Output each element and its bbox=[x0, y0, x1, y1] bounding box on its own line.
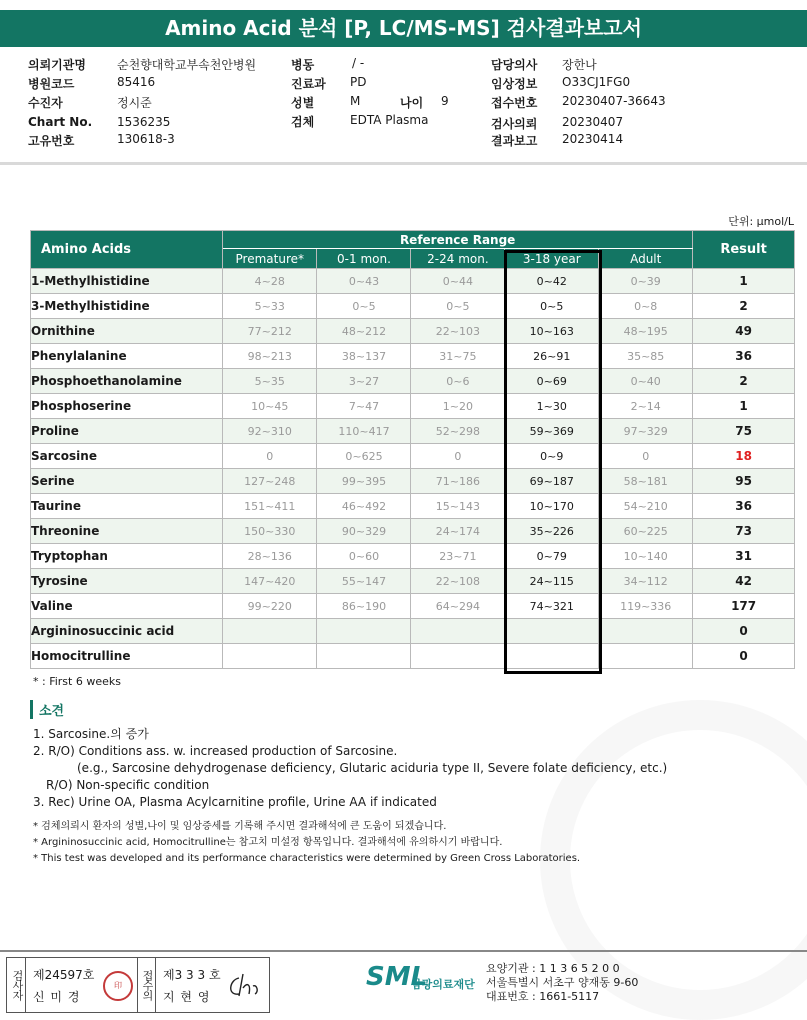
reference-range-cell: 64~294 bbox=[411, 594, 505, 619]
result-cell: 36 bbox=[693, 344, 795, 369]
result-cell: 18 bbox=[693, 444, 795, 469]
signer-2 bbox=[155, 958, 268, 1012]
logo-mark: SML bbox=[366, 962, 428, 992]
finding-line: 2. R/O) Conditions ass. w. increased production of Sarcosine. bbox=[33, 744, 398, 758]
signer-name-1: 신 미 경 bbox=[33, 990, 81, 1004]
reference-range-cell: 147~420 bbox=[223, 569, 317, 594]
reference-range-cell: 0~625 bbox=[317, 444, 411, 469]
reference-range-cell: 5~35 bbox=[223, 369, 317, 394]
table-row bbox=[31, 519, 795, 544]
reference-range-cell: 0~8 bbox=[599, 294, 693, 319]
reference-range-cell bbox=[411, 619, 505, 644]
reference-range-cell: 0~60 bbox=[317, 544, 411, 569]
info-label: 병원코드 bbox=[28, 77, 75, 91]
info-label: 성별 bbox=[291, 96, 315, 110]
note-line: * 검체의뢰시 환자의 성별,나이 및 임상증세를 기록해 주시면 결과해석에 큰 도움이 되겠습니다. bbox=[33, 821, 447, 832]
amino-acid-name: Tyrosine bbox=[31, 569, 223, 594]
reference-range-cell: 48~195 bbox=[599, 319, 693, 344]
info-value: 정시준 bbox=[117, 96, 152, 110]
reference-range-cell: 1~30 bbox=[505, 394, 599, 419]
result-cell: 75 bbox=[693, 419, 795, 444]
table-row bbox=[31, 619, 795, 644]
reference-range-cell: 5~33 bbox=[223, 294, 317, 319]
amino-acid-name: Homocitrulline bbox=[31, 644, 223, 669]
reference-range-cell: 77~212 bbox=[223, 319, 317, 344]
reference-range-cell: 31~75 bbox=[411, 344, 505, 369]
info-label: 접수번호 bbox=[491, 96, 538, 110]
license-no-2: 제3 3 3 호 bbox=[163, 968, 221, 982]
info-value: 순천향대학교부속천안병원 bbox=[117, 58, 257, 72]
reference-range-cell: 28~136 bbox=[223, 544, 317, 569]
license-no-1: 제24597호 bbox=[33, 968, 95, 982]
header-result: Result bbox=[693, 231, 795, 269]
result-cell: 36 bbox=[693, 494, 795, 519]
result-cell: 31 bbox=[693, 544, 795, 569]
header-0-1-mon: 0-1 mon. bbox=[317, 249, 411, 269]
info-value: PD bbox=[350, 75, 367, 89]
reference-range-cell: 35~226 bbox=[505, 519, 599, 544]
table-row bbox=[31, 344, 795, 369]
findings bbox=[33, 726, 667, 811]
reference-range-cell: 10~45 bbox=[223, 394, 317, 419]
reference-range-cell: 0 bbox=[223, 444, 317, 469]
reference-range-cell bbox=[599, 619, 693, 644]
divider bbox=[0, 162, 807, 165]
finding-line: (e.g., Sarcosine dehydrogenase deficiency, Glutaric aciduria type II, Severe folate deficiency, etc.) bbox=[77, 761, 668, 775]
reference-range-cell: 97~329 bbox=[599, 419, 693, 444]
reference-range-cell: 22~103 bbox=[411, 319, 505, 344]
table-row bbox=[31, 494, 795, 519]
reference-range-cell: 55~147 bbox=[317, 569, 411, 594]
amino-acid-name: Serine bbox=[31, 469, 223, 494]
result-cell: 2 bbox=[693, 294, 795, 319]
header-amino-acids: Amino Acids bbox=[31, 231, 223, 269]
logo-text: 삼광의료재단 bbox=[411, 978, 475, 991]
info-label: 결과보고 bbox=[491, 134, 538, 148]
amino-acid-name: Valine bbox=[31, 594, 223, 619]
reference-range-cell bbox=[505, 619, 599, 644]
reference-range-cell: 24~115 bbox=[505, 569, 599, 594]
result-cell: 1 bbox=[693, 394, 795, 419]
reference-range-cell: 35~85 bbox=[599, 344, 693, 369]
result-cell: 49 bbox=[693, 319, 795, 344]
result-cell: 177 bbox=[693, 594, 795, 619]
info-label: 병동 bbox=[291, 58, 315, 72]
reference-range-cell: 54~210 bbox=[599, 494, 693, 519]
table-row bbox=[31, 294, 795, 319]
reference-range-cell: 4~28 bbox=[223, 269, 317, 294]
reference-range-cell: 0 bbox=[599, 444, 693, 469]
signer-label-2: 접수의 bbox=[137, 958, 156, 1012]
reference-range-cell: 34~112 bbox=[599, 569, 693, 594]
info-value: 20230407 bbox=[562, 115, 624, 129]
reference-range-cell: 7~47 bbox=[317, 394, 411, 419]
reference-range-cell: 0~5 bbox=[505, 294, 599, 319]
address-line: 요양기관 : 1 1 3 6 5 2 0 0 bbox=[486, 962, 620, 975]
amino-acid-name: Argininosuccinic acid bbox=[31, 619, 223, 644]
reference-range-cell: 0~42 bbox=[505, 269, 599, 294]
table-row bbox=[31, 469, 795, 494]
age-value: 9 bbox=[441, 94, 449, 108]
result-cell: 95 bbox=[693, 469, 795, 494]
reference-range-cell: 150~330 bbox=[223, 519, 317, 544]
reference-range-cell bbox=[223, 644, 317, 669]
note-line: * This test was developed and its performance characteristics were determined by Green Cross Laboratories. bbox=[33, 853, 581, 864]
info-value: O33CJ1FG0 bbox=[562, 75, 631, 89]
table-row bbox=[31, 444, 795, 469]
reference-range-cell: 119~336 bbox=[599, 594, 693, 619]
header-2-24-mon: 2-24 mon. bbox=[411, 249, 505, 269]
amino-acid-name: Tryptophan bbox=[31, 544, 223, 569]
findings-heading: 소견 bbox=[30, 700, 64, 719]
reference-range-cell: 10~170 bbox=[505, 494, 599, 519]
info-label: Chart No. bbox=[28, 115, 93, 129]
reference-range-cell bbox=[505, 644, 599, 669]
table-row bbox=[31, 569, 795, 594]
reference-range-cell: 151~411 bbox=[223, 494, 317, 519]
info-value: 장한나 bbox=[562, 58, 597, 72]
reference-range-cell: 59~369 bbox=[505, 419, 599, 444]
reference-range-cell: 127~248 bbox=[223, 469, 317, 494]
table-row bbox=[31, 369, 795, 394]
table-row bbox=[31, 644, 795, 669]
reference-range-cell: 99~220 bbox=[223, 594, 317, 619]
header-adult: Adult bbox=[599, 249, 693, 269]
reference-range-cell: 71~186 bbox=[411, 469, 505, 494]
notes bbox=[33, 819, 580, 867]
info-label: 고유번호 bbox=[28, 134, 75, 148]
table-row bbox=[31, 594, 795, 619]
amino-acid-name: 3-Methylhistidine bbox=[31, 294, 223, 319]
reference-range-cell: 0~6 bbox=[411, 369, 505, 394]
reference-range-cell: 15~143 bbox=[411, 494, 505, 519]
reference-range-cell: 69~187 bbox=[505, 469, 599, 494]
reference-range-cell: 26~91 bbox=[505, 344, 599, 369]
result-cell: 2 bbox=[693, 369, 795, 394]
footnote: * : First 6 weeks bbox=[33, 675, 121, 688]
seal-icon: 印 bbox=[103, 971, 133, 1001]
age-label: 나이 bbox=[400, 96, 424, 110]
amino-acid-name: Taurine bbox=[31, 494, 223, 519]
amino-acid-name: Phenylalanine bbox=[31, 344, 223, 369]
result-cell: 42 bbox=[693, 569, 795, 594]
reference-range-cell: 0~5 bbox=[411, 294, 505, 319]
reference-range-cell: 46~492 bbox=[317, 494, 411, 519]
reference-range-cell: 92~310 bbox=[223, 419, 317, 444]
amino-acid-name: Phosphoserine bbox=[31, 394, 223, 419]
info-value: / - bbox=[352, 56, 365, 70]
info-label: 임상정보 bbox=[491, 77, 538, 91]
reference-range-cell bbox=[411, 644, 505, 669]
reference-range-cell bbox=[317, 644, 411, 669]
info-label: 의뢰기관명 bbox=[28, 58, 86, 72]
result-cell: 73 bbox=[693, 519, 795, 544]
reference-range-cell: 74~321 bbox=[505, 594, 599, 619]
reference-range-cell: 1~20 bbox=[411, 394, 505, 419]
amino-acid-name: Sarcosine bbox=[31, 444, 223, 469]
header-3-18-year: 3-18 year bbox=[505, 249, 599, 269]
reference-range-cell: 2~14 bbox=[599, 394, 693, 419]
reference-range-cell: 0~79 bbox=[505, 544, 599, 569]
company-address bbox=[486, 962, 638, 1004]
amino-acid-name: Proline bbox=[31, 419, 223, 444]
table-row bbox=[31, 419, 795, 444]
info-label: 검사의뢰 bbox=[491, 117, 538, 131]
table-row bbox=[31, 394, 795, 419]
signature-box bbox=[6, 957, 270, 1013]
reference-range-cell: 99~395 bbox=[317, 469, 411, 494]
reference-range-cell: 10~163 bbox=[505, 319, 599, 344]
reference-range-cell: 0~39 bbox=[599, 269, 693, 294]
signature-icon bbox=[225, 970, 261, 1000]
info-label: 검체 bbox=[291, 115, 315, 129]
amino-acid-table bbox=[30, 230, 795, 669]
reference-range-cell: 0~40 bbox=[599, 369, 693, 394]
info-value: M bbox=[350, 94, 361, 108]
signer-label-1: 검사자 bbox=[7, 958, 26, 1012]
reference-range-cell: 22~108 bbox=[411, 569, 505, 594]
reference-range-cell bbox=[317, 619, 411, 644]
reference-range-cell: 10~140 bbox=[599, 544, 693, 569]
reference-range-cell: 86~190 bbox=[317, 594, 411, 619]
address-line: 대표번호 : 1661-5117 bbox=[486, 990, 600, 1003]
header-reference-range: Reference Range bbox=[223, 231, 693, 249]
amino-acid-name: Threonine bbox=[31, 519, 223, 544]
info-value: 85416 bbox=[117, 75, 156, 89]
report-title: Amino Acid 분석 [P, LC/MS-MS] 검사결과보고서 bbox=[0, 10, 807, 47]
reference-range-cell: 52~298 bbox=[411, 419, 505, 444]
amino-acid-name: Phosphoethanolamine bbox=[31, 369, 223, 394]
table-row bbox=[31, 319, 795, 344]
finding-line: R/O) Non-specific condition bbox=[46, 778, 210, 792]
company-logo bbox=[366, 962, 475, 992]
info-value: 20230407-36643 bbox=[562, 94, 666, 108]
info-value: 1536235 bbox=[117, 115, 171, 129]
amino-acid-name: Ornithine bbox=[31, 319, 223, 344]
reference-range-cell: 0~44 bbox=[411, 269, 505, 294]
reference-range-cell: 110~417 bbox=[317, 419, 411, 444]
info-value: 130618-3 bbox=[117, 132, 175, 146]
reference-range-cell: 0~9 bbox=[505, 444, 599, 469]
reference-range-cell bbox=[223, 619, 317, 644]
signer-name-2: 지 현 영 bbox=[163, 990, 211, 1004]
address-line: 서울특별시 서초구 양재동 9-60 bbox=[486, 976, 639, 989]
info-value: EDTA Plasma bbox=[350, 113, 429, 127]
finding-line: 1. Sarcosine.의 증가 bbox=[33, 727, 149, 741]
reference-range-cell: 90~329 bbox=[317, 519, 411, 544]
signer-1 bbox=[25, 958, 138, 1012]
reference-range-cell: 38~137 bbox=[317, 344, 411, 369]
result-cell: 0 bbox=[693, 644, 795, 669]
reference-range-cell: 58~181 bbox=[599, 469, 693, 494]
info-label: 진료과 bbox=[291, 77, 326, 91]
result-cell: 0 bbox=[693, 619, 795, 644]
result-cell: 1 bbox=[693, 269, 795, 294]
reference-range-cell: 0 bbox=[411, 444, 505, 469]
reference-range-cell: 0~43 bbox=[317, 269, 411, 294]
reference-range-cell: 0~69 bbox=[505, 369, 599, 394]
reference-range-cell: 0~5 bbox=[317, 294, 411, 319]
info-label: 담당의사 bbox=[491, 58, 538, 72]
amino-acid-name: 1-Methylhistidine bbox=[31, 269, 223, 294]
reference-range-cell: 24~174 bbox=[411, 519, 505, 544]
unit-label: 단위: μmol/L bbox=[728, 215, 794, 228]
reference-range-cell: 98~213 bbox=[223, 344, 317, 369]
bottom-divider bbox=[0, 950, 807, 952]
note-line: * Argininosuccinic acid, Homocitrulline는 참고치 미설정 항목입니다. 결과해석에 유의하시기 바랍니다. bbox=[33, 837, 503, 848]
info-value: 20230414 bbox=[562, 132, 624, 146]
table-row bbox=[31, 544, 795, 569]
reference-range-cell bbox=[599, 644, 693, 669]
info-label: 수진자 bbox=[28, 96, 63, 110]
table-row bbox=[31, 269, 795, 294]
reference-range-cell: 60~225 bbox=[599, 519, 693, 544]
reference-range-cell: 48~212 bbox=[317, 319, 411, 344]
header-premature: Premature* bbox=[223, 249, 317, 269]
finding-line: 3. Rec) Urine OA, Plasma Acylcarnitine profile, Urine AA if indicated bbox=[33, 795, 437, 809]
reference-range-cell: 3~27 bbox=[317, 369, 411, 394]
reference-range-cell: 23~71 bbox=[411, 544, 505, 569]
